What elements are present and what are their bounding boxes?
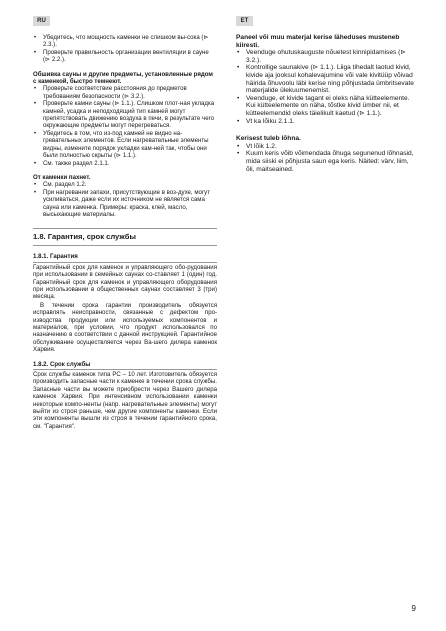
paragraph: В течении срока гарантии производитель обязуется исправлять неисправности, связанные с дефектом про-изводства продукции или используемых компонентов и материалов, при условии, что продукт использовался по назначению в соответствии с данной инструкцией. Гарантийное обслуживание осуществляется через Ва-шего дилера каменок Харвия. [33,301,217,354]
darkening-list [33,85,217,166]
section-title: 1.8. Гарантия, срок службы [33,228,217,246]
subsection-title-service-life: 1.8.2. Срок службы [33,361,217,370]
smell-list [236,143,416,173]
estonian-column [236,34,416,173]
list-item: • Убедитесь в том, что из-под камней не видно на-гревательных элементов. Если нагревательные элементы видны, измените порядок укладки кам-ней так, чтобы они были полностью скрыты (⊳ 1.1.). [33,130,217,160]
heading-smell: От каменки пахнет. [33,173,91,181]
subsection-title-warranty: 1.8.1. Гарантия [33,253,217,262]
heading-smell: Kerisest tuleb lõhna. [236,135,301,143]
page-number: 9 [411,604,416,613]
language-tag-ru: RU [33,16,50,26]
language-tag-et: ET [236,16,253,26]
heading-darkening: Обшивка сауны и другие предметы, установленные рядом с каменкой, быстро темнеют. [33,70,213,86]
intro-list [33,34,217,64]
darkening-list [236,49,416,125]
list-item: • См. раздел 1.2. [33,181,217,188]
russian-column [33,34,217,430]
list-item: • Vt ka lõiku 2.1.1. [236,118,416,126]
list-item: • При нагревании запахи, присутствующие в воз-духе, могут усиливаться, даже если их источником не является сама сауна или каменка. Примеры: краска, клей, масло, высыхающие материалы. [33,189,217,219]
list-item: • Kontrollige saunakive (⊳ 1.1.). Liiga tihedalt laotud kivid, kivide aja jooksul kohalevajumine või vale kivitüüp võivad häirida õhuvoolu läbi kerise ning põhjustada ümbritsevate materjalide ülekuumenemist. [236,64,416,94]
list-item: • Vt lõik 1.2. [236,143,416,151]
paragraph: Срок службы каменок типа PC – 10 лет. Изготовитель обязуется производить запасные части к каменке в течении срока службы. Запасные части вы можете приобрести через Вашего дилера каменок Харвия. При интенсивном использовании каменки некоторые компо-ненты (напр. нагревательные элементы) могут выйти из строя раньше, чем другие компоненты каменки. Если эти компоненты вышли из строя в течении гарантийного срока, см. "Гарантия". [33,371,217,430]
list-item: • Veenduge ohutuskauguste nõuetest kinnipidamises (⊳ 3.2.). [236,49,416,64]
list-item: • Убедитесь, что мощность каменки не слишком вы-сока (⊳ 2.3.). [33,34,217,49]
list-item: • См. также раздел 2.1.1. [33,160,217,167]
heading-darkening: Paneel või muu materjal kerise läheduses musteneb kiiresti. [236,34,400,49]
list-item: • Veenduge, et kivide tagant ei oleks näha kütteelemente. Kui kütteelemente on näha, tõstke kivid ümber nii, et kütteelemendid oleks täielikult kaetud (⊳ 1.1.). [236,95,416,118]
paragraph: Гарантийный срок для каменок и управляющего обо-рудования при использовании в семейных саунах со-ставляет 1 (один) год. Гарантийный срок для каменок и управляющего оборудования при использовании в общественных саунах составляет 3 (три) месяца. [33,263,217,301]
list-item: • Проверьте соответствие расстояния до предметов требованиям безопасности (⊳ 3.2.). [33,85,217,100]
list-item: • Проверьте правильность организации вентиляции в сауне (⊳ 2.2.). [33,49,217,64]
list-item: • Проверьте камни сауны (⊳ 1.1.). Слишком плот-ная укладка камней, усадка и неподходящий тип камней могут препятствовать движению воздуха в печи, в результате чего окружающие предметы могут перегреваться. [33,100,217,130]
smell-list [33,181,217,218]
list-item: • Kuum keris võib võimendada õhuga segunenud lõhnasid, mida siiski ei põhjusta saun ega keris. Näited: värv, liim, õli, maitseained. [236,150,416,173]
